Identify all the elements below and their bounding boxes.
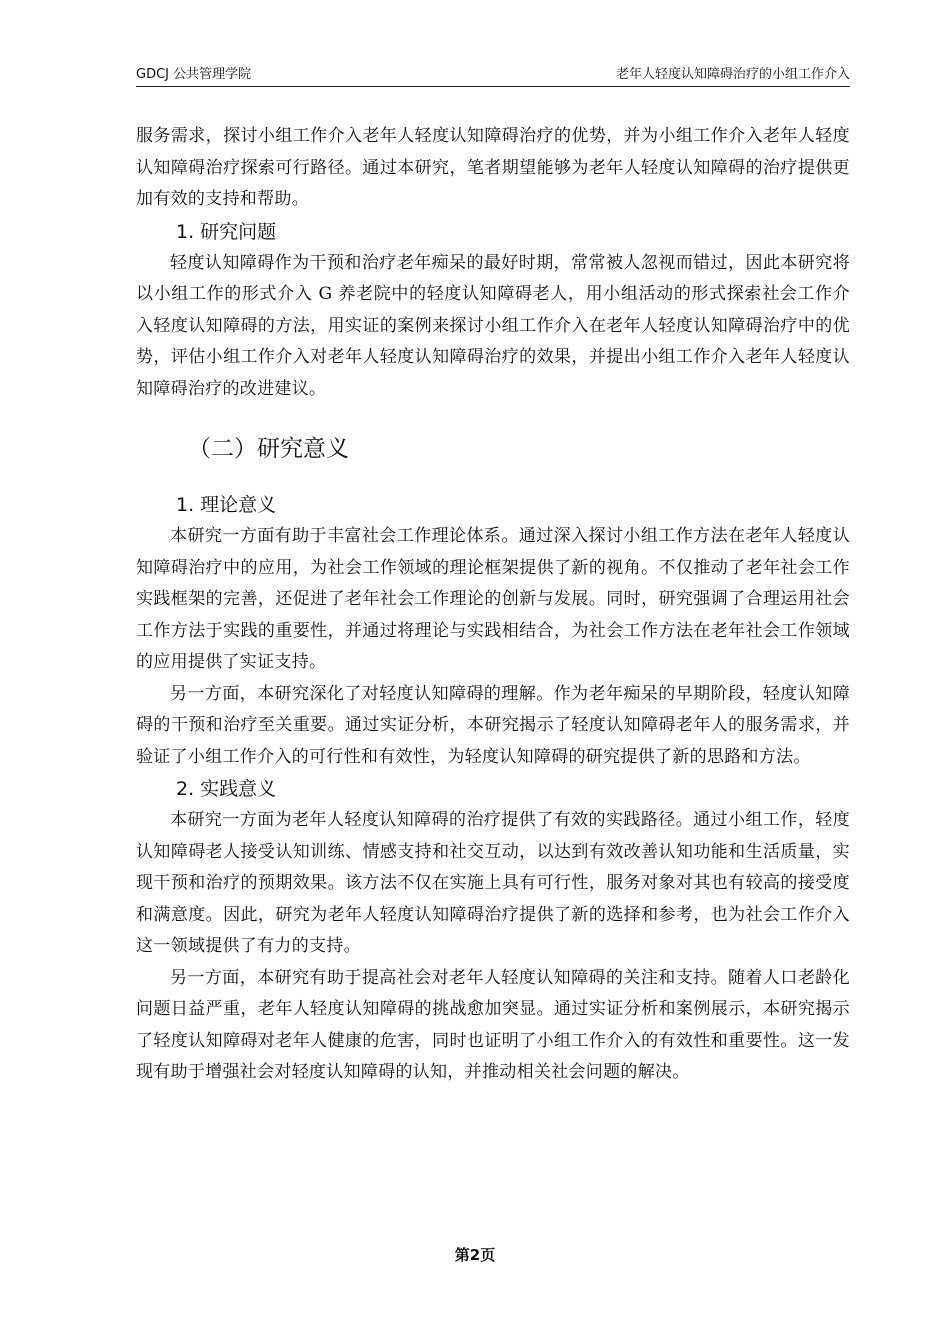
paragraph-theory-2: 另一方面，本研究深化了对轻度认知障碍的理解。作为老年痴呆的早期阶段，轻度认知障碍的干预和治疗至关重要。通过实证分析，本研究揭示了轻度认知障碍老年人的服务需求，并验证了小组工作介入的可行性和有效性，为轻度认知障碍的研究提供了新的思路和方法。 [136,683,850,767]
paragraph-practice-2: 另一方面，本研究有助于提高社会对老年人轻度认知障碍的关注和支持。随着人口老龄化问题日益严重，老年人轻度认知障碍的挑战愈加突显。通过实证分析和案例展示，本研究揭示了轻度认知障碍对老年人健康的危害，同时也证明了小组工作介入的有效性和重要性。这一发现有助于增强社会对轻度认知障碍的认知，并推动相关社会问题的解决。 [136,967,850,1082]
heading-practical-significance: 2. 实践意义 [176,778,277,800]
header-institution: GDCJ 公共管理学院 [136,67,252,82]
page-body [136,121,850,1089]
header-document-title: 老年人轻度认知障碍治疗的小组工作介入 [615,67,850,82]
page-number: 第2页 [454,1246,496,1264]
page-header [136,66,850,87]
heading-research-question: 1. 研究问题 [176,220,277,243]
paragraph-theory-1: 本研究一方面有助于丰富社会工作理论体系。通过深入探讨小组工作方法在老年人轻度认知障碍治疗中的应用，为社会工作领域的理论框架提供了新的视角。不仅推动了老年社会工作实践框架的完善，还促进了老年社会工作理论的创新与发展。同时，研究强调了合理运用社会工作方法于实践的重要性，并通过将理论与实践相结合，为社会工作方法在老年社会工作领域的应用提供了实证支持。 [136,526,850,672]
paragraph-continued: 服务需求，探讨小组工作介入老年人轻度认知障碍治疗的优势，并为小组工作介入老年人轻度认知障碍治疗探索可行路径。通过本研究，笔者期望能够为老年人轻度认知障碍的治疗提供更加有效的支持和帮助。 [136,126,850,209]
paragraph-practice-1: 本研究一方面为老年人轻度认知障碍的治疗提供了有效的实践路径。通过小组工作，轻度认知障碍老人接受认知训练、情感支持和社交互动，以达到有效改善认知功能和生活质量，实现干预和治疗的预期效果。该方法不仅在实施上具有可行性，服务对象对其也有较高的接受度和满意度。因此，研究为老年人轻度认知障碍治疗提供了新的选择和参考，也为社会工作介入这一领域提供了有力的支持。 [136,810,850,956]
heading-research-significance: （二）研究意义 [188,436,349,462]
paragraph-research-question: 轻度认知障碍作为干预和治疗老年痴呆的最好时期，常常被人忽视而错过，因此本研究将以小组工作的形式介入 G 养老院中的轻度认知障碍老人，用小组活动的形式探索社会工作介入轻度认知障碍的方法，用实证的案例来探讨小组工作介入在老年人轻度认知障碍治疗中的优势，评估小组工作介入对老年人轻度认知障碍治疗的效果，并提出小组工作介入老年人轻度认知障碍治疗的改进建议。 [136,252,850,399]
heading-theoretical-significance: 1. 理论意义 [176,494,277,516]
